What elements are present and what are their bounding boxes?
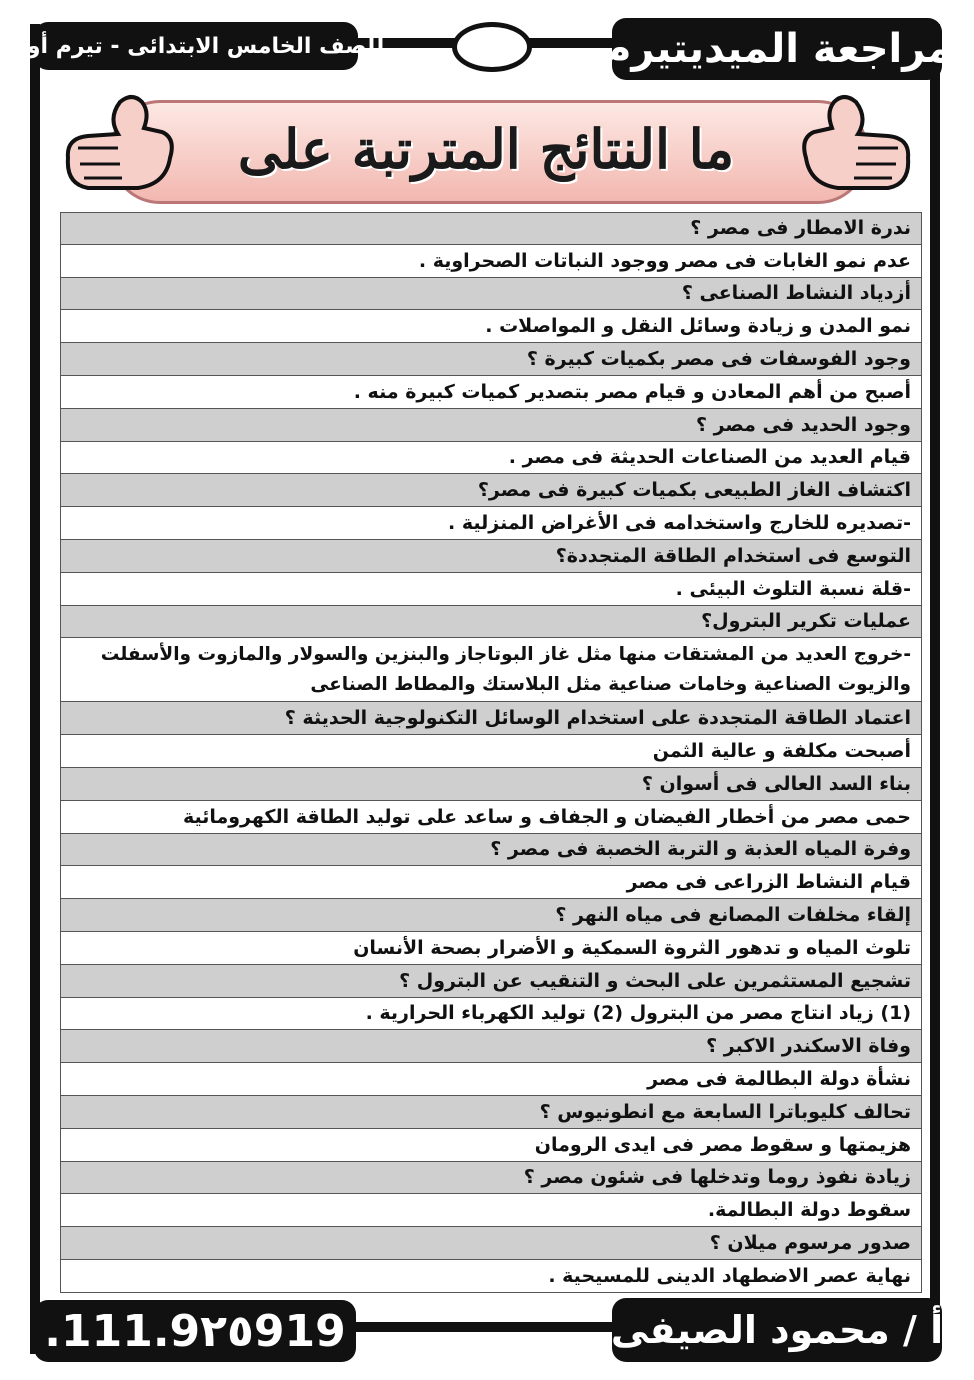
question-row: اكتشاف الغاز الطبيعى بكميات كبيرة فى مصر؟	[60, 474, 922, 507]
question-row: زيادة نفوذ روما وتدخلها فى شئون مصر ؟	[60, 1162, 922, 1195]
question-row: أزدياد النشاط الصناعى ؟	[60, 278, 922, 311]
answer-row: تلوث المياه و تدهور الثروة السمكية و الأضرار بصحة الأنسان	[60, 932, 922, 965]
answer-row: قيام النشاط الزراعى فى مصر	[60, 866, 922, 899]
main-title: مراجعة الميديتيرم	[612, 18, 942, 80]
question-row: وفرة المياه العذبة و التربة الخصبة فى مصر ؟	[60, 834, 922, 867]
answer-row: نهاية عصر الاضطهاد الدينى للمسيحية .	[60, 1260, 922, 1293]
phone-number: .111.9٢٥919	[34, 1300, 356, 1362]
question-row: تشجيع المستثمرين على البحث و التنقيب عن البترول ؟	[60, 965, 922, 998]
answer-row: هزيمتها و سقوط مصر فى ايدى الرومان	[60, 1129, 922, 1162]
answer-row: -تصديره للخارج واستخدامه فى الأغراض المنزلية .	[60, 507, 922, 540]
question-row: وجود الفوسفات فى مصر بكميات كبيرة ؟	[60, 343, 922, 376]
answer-row: -قلة نسبة التلوث البيئى .	[60, 573, 922, 606]
question-row: إلقاء مخلفات المصانع فى مياه النهر ؟	[60, 899, 922, 932]
answer-row: نمو المدن و زيادة وسائل النقل و المواصلات .	[60, 310, 922, 343]
question-row: وفاة الاسكندر الاكبر ؟	[60, 1030, 922, 1063]
question-row: التوسع فى استخدام الطاقة المتجددة؟	[60, 540, 922, 573]
author-name: أ / محمود الصيفى	[612, 1298, 942, 1362]
answer-row: سقوط دولة البطالمة.	[60, 1194, 922, 1227]
answer-row: حمى مصر من أخطار الفيضان و الجفاف و ساعد على توليد الطاقة الكهرومائية	[60, 801, 922, 834]
question-row: صدور مرسوم ميلان ؟	[60, 1227, 922, 1260]
question-row: تحالف كليوباترا السابعة مع انطونيوس ؟	[60, 1096, 922, 1129]
question-row: عمليات تكرير البترول؟	[60, 606, 922, 639]
question-row: وجود الحديد فى مصر ؟	[60, 409, 922, 442]
question-row: اعتماد الطاقة المتجددة على استخدام الوسائل التكنولوجية الحديثة ؟	[60, 702, 922, 735]
answer-row: نشأة دولة البطالمة فى مصر	[60, 1063, 922, 1096]
answer-row: -خروج العديد من المشتقات منها مثل غاز البوتاجاز والبنزين والسولار والمازوت والأسفلت والزيوت الصناعية وخامات صناعية مثل البلاستك والمطاط الصناعى	[60, 638, 922, 702]
banner-title: ما النتائج المترتبة على	[237, 117, 735, 181]
answer-row: (1) زياد انتاج مصر من البترول (2) توليد الكهرباء الحرارية .	[60, 998, 922, 1031]
answer-row: عدم نمو الغابات فى مصر ووجود النباتات الصحراوية .	[60, 245, 922, 278]
question-row: ندرة الامطار فى مصر ؟	[60, 212, 922, 245]
qa-table	[60, 212, 922, 1293]
answer-row: أصبحت مكلفة و عالية الثمن	[60, 735, 922, 768]
header-oval-decoration	[452, 22, 532, 72]
question-row: بناء السد العالى فى أسوان ؟	[60, 768, 922, 801]
answer-row: أصبح من أهم المعادن و قيام مصر بتصدير كميات كبيرة منه .	[60, 376, 922, 409]
answer-row: قيام العديد من الصناعات الحديثة فى مصر .	[60, 442, 922, 475]
grade-label: للصف الخامس الابتدائى - تيرم أول	[34, 22, 358, 70]
